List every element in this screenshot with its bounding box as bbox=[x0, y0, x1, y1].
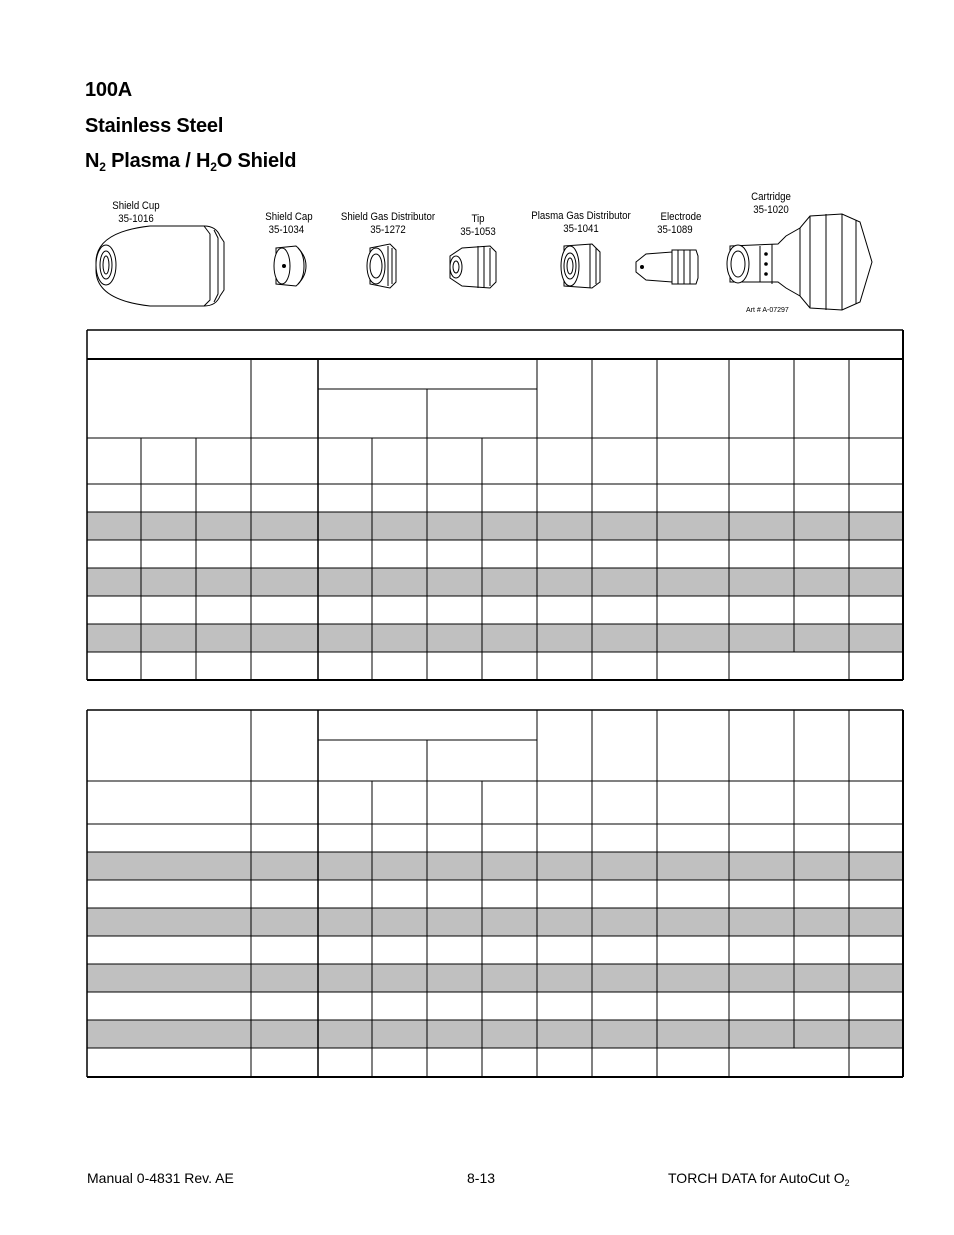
part-label-plasma-gas-distributor: Plasma Gas Distributor 35-1041 bbox=[531, 210, 631, 235]
part-label-electrode: Electrode 35-1089 bbox=[657, 211, 702, 236]
part-label-tip: Tip 35-1053 bbox=[460, 213, 496, 238]
heading-gases: $N_2$ Plasma / $H_2O$ Shield bbox=[85, 150, 297, 174]
part-label-cartridge: Cartridge 35-1020 bbox=[751, 191, 791, 216]
heading-material: Stainless Steel bbox=[85, 115, 224, 137]
heading-amperage: 100A bbox=[85, 79, 133, 101]
shaded-row bbox=[87, 908, 903, 936]
shaded-row bbox=[87, 512, 903, 540]
footer-manual-number: Manual 0-4831 Rev. AE bbox=[87, 1170, 234, 1186]
part-label-shield-gas-distributor: Shield Gas Distributor 35-1272 bbox=[340, 211, 436, 236]
shaded-row bbox=[87, 1020, 903, 1048]
art-number: Art # A-07297 bbox=[746, 307, 789, 314]
shaded-row bbox=[87, 568, 903, 596]
footer-section-title: TORCH DATA for AutoCut $O_2$ bbox=[668, 1170, 850, 1188]
part-label-shield-cup: Shield Cup 35-1016 bbox=[112, 200, 160, 225]
part-label-shield-cap: Shield Cap 35-1034 bbox=[265, 211, 313, 236]
shaded-row bbox=[87, 852, 903, 880]
shaded-row bbox=[87, 624, 903, 652]
shaded-row bbox=[87, 964, 903, 992]
footer-page-number: 8-13 bbox=[467, 1170, 496, 1186]
